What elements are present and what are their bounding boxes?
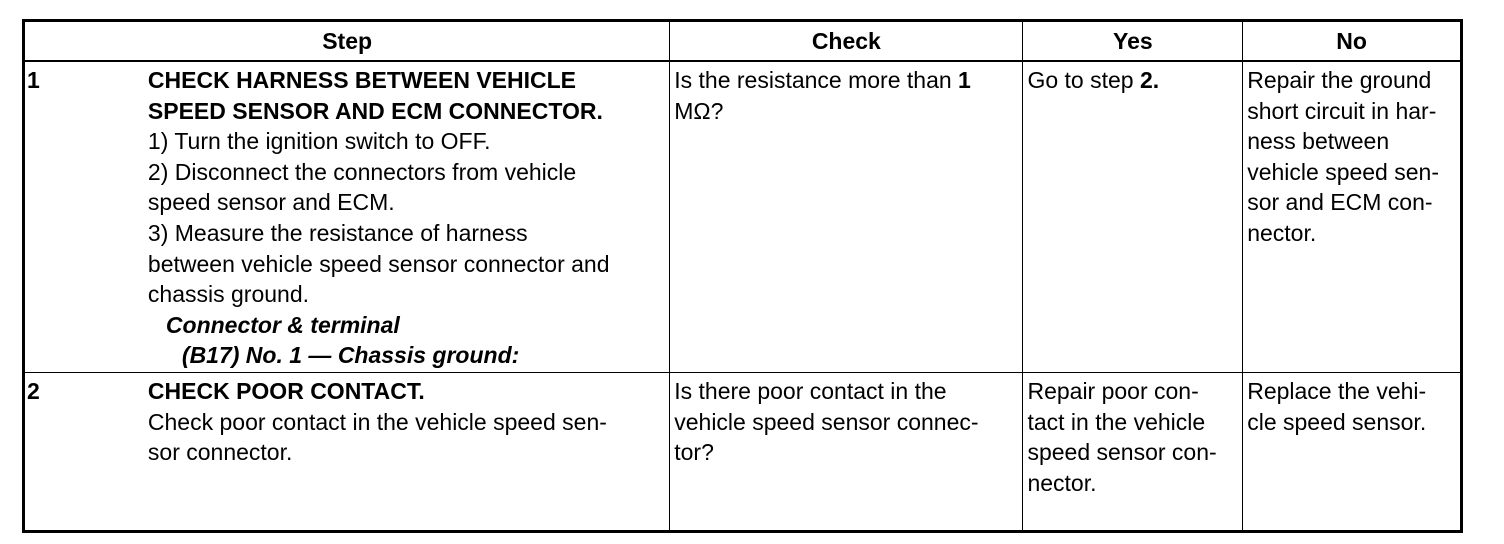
check-cell [670,373,1023,532]
yes-line: Repair poor con- [1027,378,1199,404]
no-cell [1243,373,1462,532]
yes-text: Go to step [1027,67,1140,93]
step-cell [144,373,670,532]
step-instruction: speed sensor and ECM. [147,189,395,216]
step-instruction: between vehicle speed sensor connector and [147,250,610,277]
step-title-line: CHECK HARNESS BETWEEN VEHICLE [147,67,577,93]
no-line: Repair the ground [1247,67,1432,93]
step-number: 1 [27,67,40,93]
check-line: vehicle speed sensor connec- [674,408,979,435]
step-instruction: Check poor contact in the vehicle speed sen- [147,408,607,435]
no-cell [1243,61,1462,373]
yes-step-ref: 2. [1139,67,1160,93]
yes-line: tact in the vehicle [1027,408,1206,435]
no-line: nector. [1247,219,1317,246]
step-instruction: chassis ground. [147,281,309,308]
step-instruction: 3) Measure the resistance of harness [147,219,528,246]
yes-cell [1023,373,1243,532]
step-instruction: 2) Disconnect the connectors from vehicle [147,158,577,185]
check-line [674,65,1018,96]
yes-line: nector. [1027,469,1097,496]
no-line: short circuit in har- [1247,97,1437,124]
no-line: ness between [1247,128,1390,155]
step-title-line: CHECK POOR CONTACT. [147,378,425,404]
connector-label: Connector & terminal [165,311,400,338]
header-check: Check [670,21,1023,62]
yes-cell [1023,61,1243,373]
yes-line: speed sensor con- [1027,439,1217,466]
table-row [24,373,1462,532]
header-row [24,21,1462,62]
connector-value: (B17) No. 1 — Chassis ground: [181,342,520,369]
step-number-cell [24,373,144,532]
table-row [24,61,1462,373]
step-title-line: SPEED SENSOR AND ECM CONNECTOR. [147,97,603,124]
check-value: 1 [958,67,971,93]
step-number-cell [24,61,144,373]
step-instruction: sor connector. [147,439,293,466]
check-line: Is there poor contact in the [674,378,947,404]
header-no: No [1243,21,1462,62]
step-cell [144,61,670,373]
no-line: vehicle speed sen- [1247,158,1439,185]
check-line: MΩ? [674,97,724,124]
no-line: cle speed sensor. [1247,408,1427,435]
no-line: sor and ECM con- [1247,189,1433,216]
check-line: tor? [674,439,714,466]
no-line: Replace the vehi- [1247,378,1427,404]
diagnostic-table [22,19,1463,533]
step-number: 2 [27,378,40,404]
step-instruction: 1) Turn the ignition switch to OFF. [147,128,491,155]
header-yes: Yes [1023,21,1243,62]
check-cell [670,61,1023,373]
header-step: Step [24,21,670,62]
check-text: Is the resistance more than [674,67,959,93]
